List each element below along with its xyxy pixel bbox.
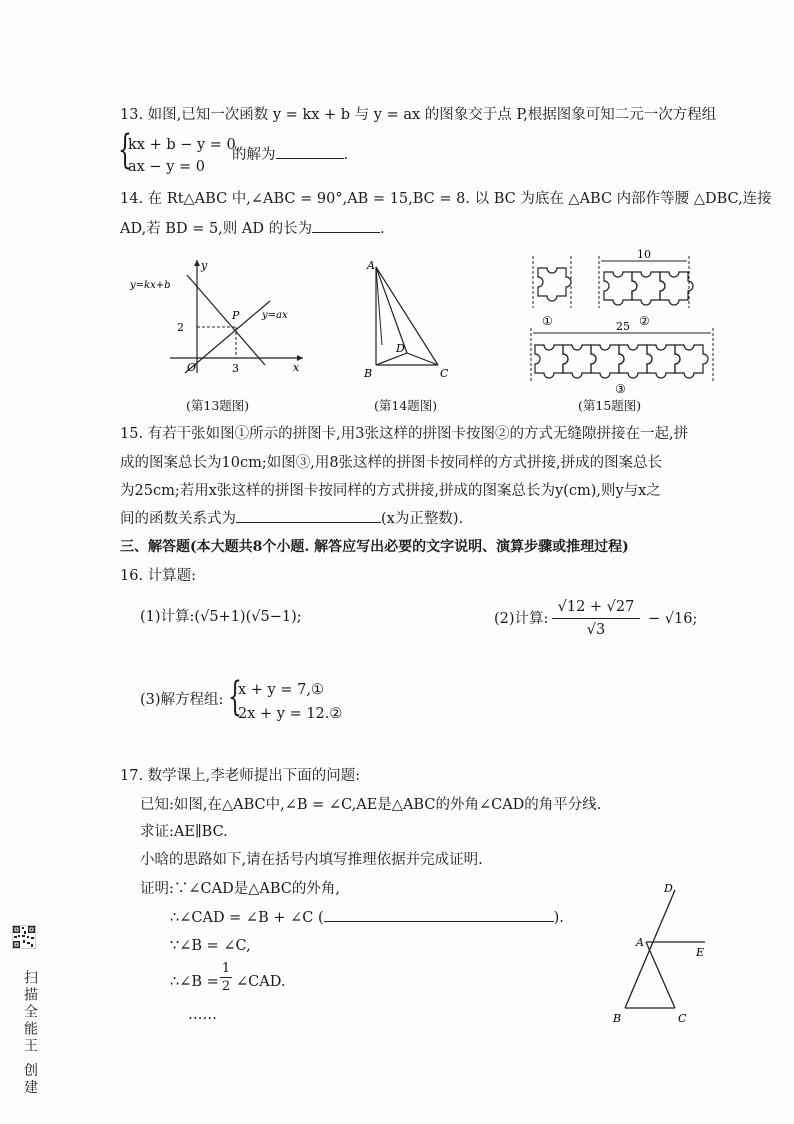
q13-system-eq1: kx + b − y = 0, — [128, 137, 241, 153]
q17-proof3: ∵∠B = ∠C, — [170, 938, 251, 954]
q16-title: 16. 计算题: — [120, 568, 197, 584]
q17-proof2-text: ∴∠CAD = ∠B + ∠C ( — [170, 910, 324, 926]
q15-line3: 为25cm;若用x张这样的拼图卡按同样的方式拼接,拼成的图案总长为y(cm),则y与x之 — [120, 483, 661, 499]
q14-line2 — [120, 222, 385, 237]
q14-line1: 14. 在 Rt△ABC 中,∠ABC = 90°,AB = 15,BC = 8. 以 BC 为底在 △ABC 内部作等腰 △DBC,连接 — [120, 191, 772, 207]
label-x: x — [293, 361, 300, 374]
q13-tail-text: 的解为 — [232, 147, 276, 163]
half-numerator: 1 — [221, 961, 231, 976]
label-b: B — [364, 367, 373, 380]
q14-answer-blank[interactable] — [312, 232, 380, 233]
qr-code-icon — [12, 925, 36, 949]
q16-part2-label: (2)计算: — [494, 611, 549, 627]
q17-line4: 小晗的思路如下,请在括号内填写推理依据并完成证明. — [140, 852, 483, 868]
q17-line2: 已知:如图,在△ABC中,∠B = ∠C,AE是△ABC的外角∠CAD的角平分线. — [140, 797, 602, 813]
line-kx-plus-b — [187, 275, 265, 365]
label-c: C — [678, 1012, 687, 1025]
label-a: A — [367, 259, 375, 272]
q16-part2-tail: − √16; — [648, 611, 698, 627]
q17-triangle-figure — [600, 880, 720, 1030]
q13-period: . — [343, 147, 349, 163]
puzzle-card — [660, 272, 693, 305]
q16-part2-numerator: √12 + √27 — [557, 599, 635, 615]
q13-caption: (第13题图) — [186, 398, 250, 413]
q15-line2: 成的图案总长为10cm;如图③,用8张这样的拼图卡按同样的方式拼接,拼成的图案总长 — [120, 455, 663, 471]
q16-part2-denominator: √3 — [586, 621, 606, 638]
q17-proof4-b: ∠CAD. — [236, 974, 286, 990]
label-e: E — [696, 946, 705, 959]
label-b: B — [613, 1012, 622, 1025]
q13-system-eq2: ax − y = 0 — [128, 159, 205, 175]
q15-line1: 15. 有若干张如图①所示的拼图卡,用3张这样的拼图卡按图②的方式无缝隙拼接在一起,拼 — [120, 426, 689, 442]
section3-heading: 三、解答题(本大题共8个小题. 解答应写出必要的文字说明、演算步骤或推理过程) — [120, 539, 629, 555]
fig3-marker: ③ — [615, 382, 626, 396]
label-y: y — [201, 259, 208, 272]
q17-line3: 求证:AE∥BC. — [140, 824, 228, 840]
fig3-length: 25 — [616, 320, 630, 333]
q13-answer-blank[interactable] — [276, 158, 344, 159]
label-o: O — [187, 361, 197, 374]
line-ax — [185, 301, 270, 373]
label-d: D — [396, 342, 405, 355]
q16-part1: (1)计算:(√5+1)(√5−1); — [140, 609, 302, 625]
q17-proof2-tail: ). — [553, 910, 564, 926]
q17-line1: 17. 数学课上,李老师提出下面的问题: — [120, 768, 361, 784]
q17-half-fraction — [220, 962, 232, 993]
label-d: D — [664, 882, 673, 895]
q13-line1: 13. 如图,已知一次函数 y = kx + b 与 y = ax 的图象交于点 P,根据图象可知二元一次方程组 — [120, 107, 717, 123]
fig2-marker: ② — [639, 314, 650, 328]
half-denominator: 2 — [221, 979, 231, 994]
q13-system-brace: { — [118, 127, 132, 173]
q16-part2-fraction — [552, 600, 640, 637]
q17-proof2 — [170, 911, 564, 926]
q16-part3-label: (3)解方程组: — [140, 692, 224, 708]
fig1-marker: ① — [542, 314, 553, 328]
q15-answer-blank[interactable] — [236, 522, 381, 523]
fig2-length: 10 — [637, 248, 651, 261]
q16-part3-eq1: x + y = 7,① — [238, 682, 324, 698]
q15-caption: (第15题图) — [578, 398, 642, 413]
q17-proof4-a: ∴∠B = — [170, 974, 219, 990]
q14-line2-period: . — [380, 221, 385, 237]
q14-caption: (第14题图) — [374, 398, 438, 413]
q17-proof1: 证明:∵∠CAD是△ABC的外角, — [140, 881, 340, 897]
q13-tail — [232, 148, 348, 163]
label-c: C — [440, 367, 449, 380]
label-a: A — [636, 936, 644, 949]
q15-line4 — [120, 512, 463, 527]
label-fn2: y=ax — [262, 310, 288, 321]
watermark-text: 扫描全能王 创建 — [22, 970, 38, 1097]
shade-line — [376, 267, 382, 345]
puzzle-card — [675, 345, 708, 378]
q13-graph-figure — [125, 255, 310, 385]
tick-x-3: 3 — [232, 362, 239, 375]
label-fn1: y=kx+b — [130, 280, 171, 291]
q14-line2-text: AD,若 BD = 5,则 AD 的长为 — [120, 221, 313, 237]
side-ac — [646, 942, 675, 1008]
tick-y-2: 2 — [177, 321, 184, 334]
y-axis-arrow — [194, 260, 200, 266]
segment-ad — [376, 267, 407, 353]
q17-reason-blank[interactable] — [324, 921, 554, 922]
q17-proof5: …… — [188, 1007, 217, 1023]
q16-part3-brace: { — [228, 674, 242, 720]
q14-triangle-figure — [360, 255, 460, 385]
segment-cd — [407, 353, 438, 365]
label-p: P — [232, 309, 240, 322]
q16-part3-eq2: 2x + y = 12.② — [238, 706, 343, 722]
q15-line4-tail: (x为正整数). — [381, 511, 464, 527]
side-ac — [376, 267, 438, 365]
q15-line4-text: 间的函数关系式为 — [120, 511, 236, 527]
q15-puzzle-figure — [525, 248, 720, 398]
scanner-watermark — [12, 925, 38, 1097]
puzzle-card — [538, 268, 571, 301]
